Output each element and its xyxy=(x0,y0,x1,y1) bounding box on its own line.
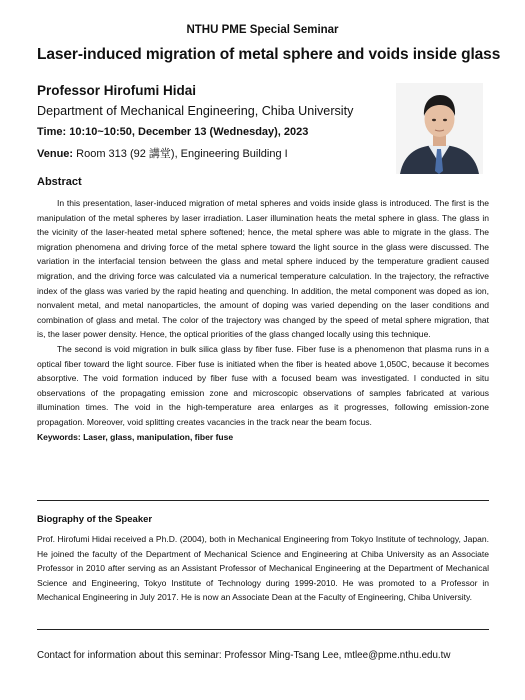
section-divider-top xyxy=(37,500,489,501)
contact-info: Contact for information about this seminar: Professor Ming-Tsang Lee, mtlee@pme.nthu.edu.tw xyxy=(37,650,451,661)
speaker-portrait xyxy=(396,83,483,174)
abstract-paragraph-2: The second is void migration in bulk silica glass by fiber fuse. Fiber fuse is a phenomenon that plasma runs in a optical fiber toward the light source. Fiber fuse is initiated when the fiber is heated above 1,050C, because it becomes absorptive. The void formation induced by fiber fuse with a focused beam was investigated. I conducted in situ observations of the propagating emission zone and microscopic observations of samples fabricated at various illumination times. The void in the high-temperature area enlarges as it progresses, following emission-zone propagation. Moreover, void splitting creates vacancies in the track near the beam focus. xyxy=(37,343,489,427)
abstract-keywords: Keywords: Laser, glass, manipulation, fiber fuse xyxy=(37,431,234,442)
seminar-venue xyxy=(37,145,288,161)
venue-label: Venue: xyxy=(37,148,74,160)
seminar-title: Laser-induced migration of metal sphere and voids inside glass xyxy=(37,46,501,63)
biography-text: Prof. Hirofumi Hidai received a Ph.D. (2004), both in Mechanical Engineering from Tokyo Institute of technology, Japan. He joined the faculty of the Department of Mechanical Science and Engineering at Chiba University as an Associate Professor in 2010 after serving as an Assistant Professor of Mechanical Engineering at the Department of Mechanical Science and Engineering, Tokyo Institute of Technology during 1999-2010. He was promoted to a Professor in Mechanical Engineering in July 2017. He is now an Associate Dean at the Faculty of Engineering, Chiba University. xyxy=(37,534,489,603)
time-value: 10:10~10:50, December 13 (Wednesday), 2023 xyxy=(69,126,309,138)
abstract-body xyxy=(37,196,489,444)
venue-value: Room 313 (92 講堂), Engineering Building I xyxy=(76,148,288,160)
abstract-paragraph-1: In this presentation, laser-induced migration of metal spheres and voids inside glass is introduced. The first is the manipulation of the metal spheres by laser irradiation. Laser illumination heats the metal sphere in glass. The glass in the vicinity of the laser-heated metal sphere softened; hence, the metal sphere was able to migrate in the glass. The migration phenomena and driving force of the metal sphere toward the light source in the glass were discussed. The variation in the interfacial tension between the glass and metal sphere induced by the temperature gradient caused migration, and the driving force was calculated via a numerical temperature calculation. In the trajectory, the refractive index of the glass was varied by the rapid heating and quenching. In addition, the metal component was doped as ion, nonvalent metal, and metal nanoparticles, the amount of doping was varied depending on the laser conditions and combination of glass and metal. The color of the trajectory was changed by the speed of metal sphere migration, that is, the laser power density. Hence, the optical priorities of the glass changed locally using this technique. xyxy=(37,198,489,340)
abstract-heading: Abstract xyxy=(37,176,82,188)
time-label: Time: xyxy=(37,126,67,138)
biography-heading: Biography of the Speaker xyxy=(37,514,153,525)
speaker-name: Professor Hirofumi Hidai xyxy=(37,83,197,98)
speaker-photo xyxy=(396,83,483,174)
seminar-series: NTHU PME Special Seminar xyxy=(186,24,339,36)
speaker-department: Department of Mechanical Engineering, Chiba University xyxy=(37,104,354,118)
seminar-time xyxy=(37,126,308,138)
section-divider-bottom xyxy=(37,629,489,630)
